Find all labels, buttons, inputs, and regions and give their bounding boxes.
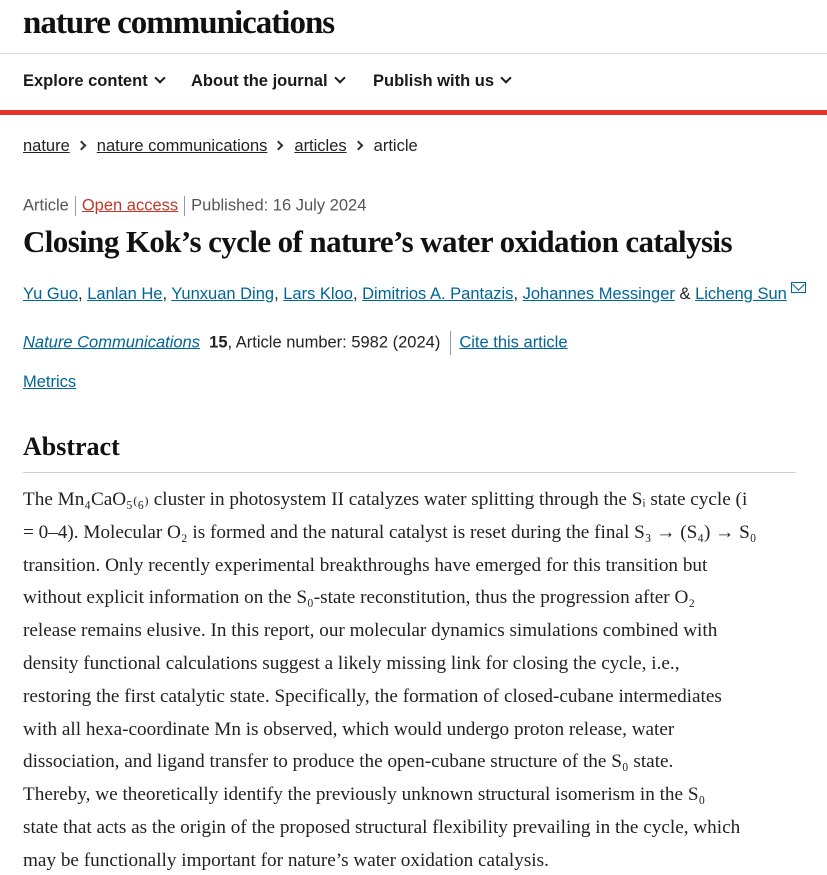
site-logo[interactable]: nature communications (23, 5, 335, 41)
cite-article-link[interactable]: Cite this article (459, 333, 568, 352)
nav-publish-with-us[interactable] (373, 72, 510, 91)
citation-line (23, 331, 568, 355)
author-link[interactable]: Yunxuan Ding (171, 285, 275, 303)
breadcrumb-nature[interactable]: nature (23, 137, 70, 155)
breadcrumb-articles[interactable]: articles (294, 137, 347, 155)
chevron-right-icon (274, 141, 284, 151)
chevron-down-icon (500, 72, 511, 83)
divider (450, 331, 451, 355)
author-list: Yu Guo, Lanlan He, Yunxuan Ding, Lars Kloo, Dimitrios A. Pantazis, Johannes Messinger & Licheng Sun (23, 285, 806, 304)
breadcrumb-nature-communications[interactable]: nature communications (96, 137, 268, 155)
author-link[interactable]: Johannes Messinger (522, 285, 675, 303)
breadcrumb (23, 137, 418, 156)
metrics-link[interactable]: Metrics (23, 373, 77, 391)
open-access-link[interactable]: Open access (81, 196, 179, 215)
abstract-line: may be functionally important for nature’s water oxidation catalysis. (23, 849, 549, 871)
chevron-down-icon (334, 72, 345, 83)
nav-explore-content[interactable] (23, 72, 164, 91)
abstract-line: The Mn₄CaO₅₍₆₎ cluster in photosystem II catalyzes water splitting through the Sᵢ state cycle (i (23, 489, 748, 510)
chevron-right-icon (76, 141, 86, 151)
abstract-line: restoring the first catalytic state. Specifically, the formation of closed-cubane intermediates (23, 685, 722, 707)
divider (23, 472, 796, 473)
abstract-line: transition. Only recently experimental breakthroughs have emerged for this transition but (23, 554, 708, 576)
abstract-body (23, 484, 813, 875)
article-title: Closing Kok’s cycle of nature’s water oxidation catalysis (23, 224, 732, 259)
abstract-line: dissociation, and ligand transfer to produce the open-cubane structure of the S₀ state. (23, 751, 674, 773)
author-link[interactable]: Yu Guo (23, 285, 79, 303)
abstract-line: density functional calculations suggest a likely missing link for closing the cycle, i.e., (23, 652, 680, 674)
divider (184, 196, 185, 216)
author-link[interactable]: Lanlan He (87, 285, 163, 303)
nav-label: Publish with us (373, 72, 495, 90)
volume: 15 (209, 333, 228, 352)
accent-rule (0, 110, 827, 115)
main-nav (0, 55, 827, 111)
article-type: Article (23, 196, 69, 215)
article-meta (23, 196, 366, 216)
abstract-line: with all hexa-coordinate Mn is observed, which would undergo proton release, water (23, 718, 675, 740)
breadcrumb-current: article (373, 137, 418, 155)
published-date: Published: 16 July 2024 (191, 196, 367, 215)
chevron-down-icon (154, 72, 165, 83)
nav-about-journal[interactable] (191, 72, 344, 91)
nav-label: About the journal (191, 72, 328, 90)
abstract-line: state that acts as the origin of the proposed structural flexibility prevailing in the cycle, which (23, 816, 741, 838)
author-link[interactable]: Licheng Sun (695, 285, 787, 303)
chevron-right-icon (353, 141, 363, 151)
article-number: , Article number: 5982 (2024) (227, 333, 441, 352)
nav-label: Explore content (23, 72, 148, 90)
abstract-line: without explicit information on the S₀-state reconstitution, thus the progression after O₂ (23, 587, 696, 609)
author-link[interactable]: Lars Kloo (283, 285, 353, 303)
journal-link[interactable]: Nature Communications (23, 333, 200, 352)
abstract-heading: Abstract (23, 432, 120, 461)
site-header (0, 0, 827, 54)
mail-icon[interactable] (791, 282, 806, 293)
abstract-line: Thereby, we theoretically identify the previously unknown structural isomerism in the S₀ (23, 784, 706, 806)
author-link[interactable]: Dimitrios A. Pantazis (362, 285, 514, 303)
abstract-line: = 0–4). Molecular O₂ is formed and the natural catalyst is reset during the final S₃ → (S₄) → S₀ (23, 521, 757, 543)
abstract-line: release remains elusive. In this report, our molecular dynamics simulations combined with (23, 620, 718, 642)
divider (75, 196, 76, 216)
